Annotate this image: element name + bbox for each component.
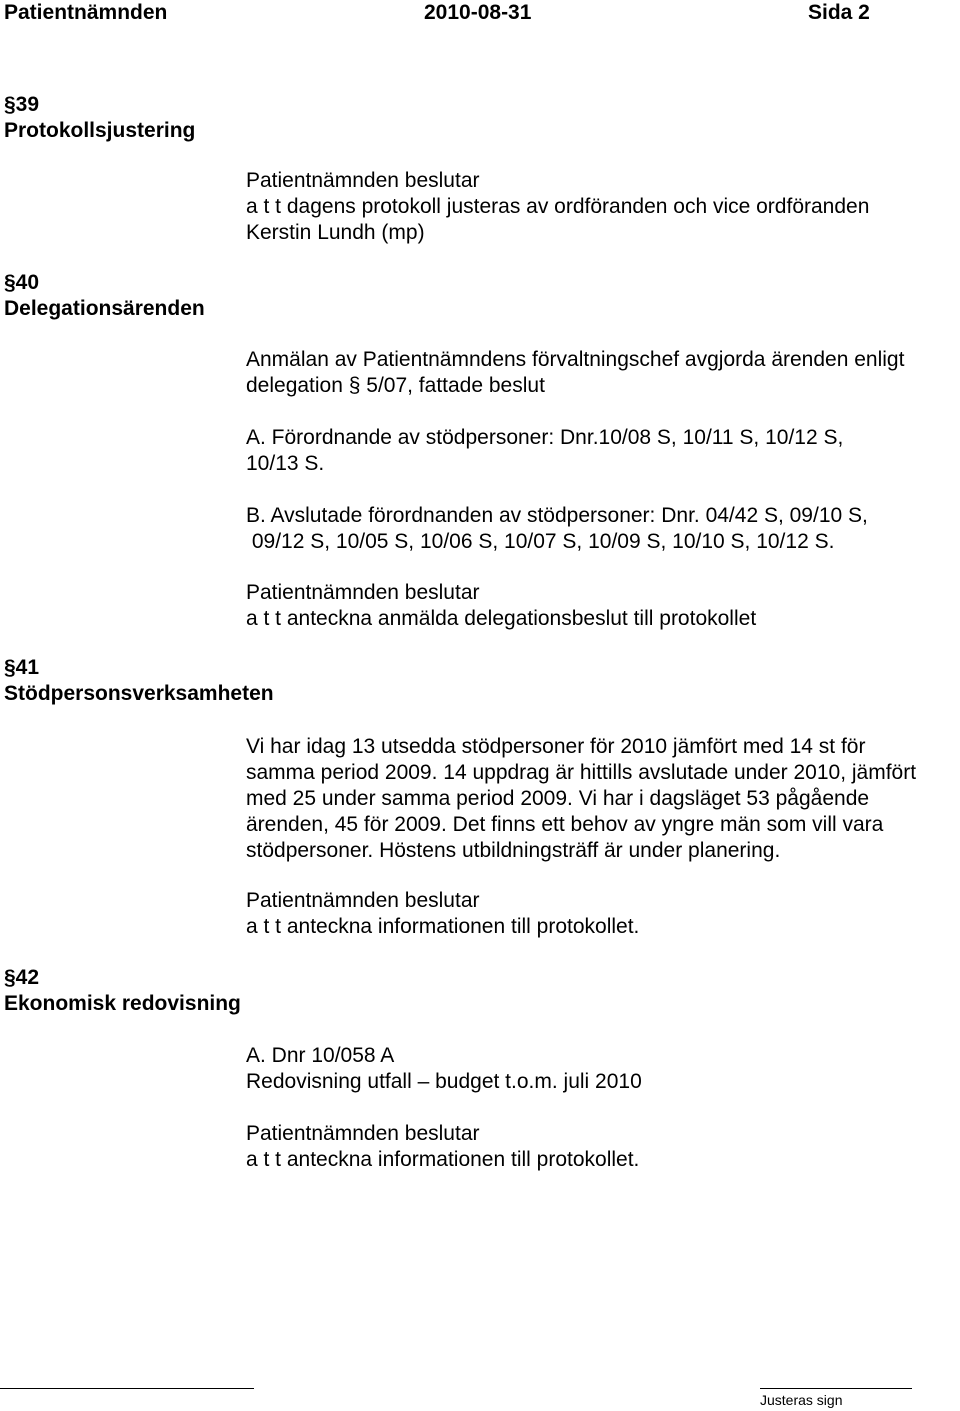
s40-decision [246,580,756,632]
s39-decision [246,168,869,246]
section-42-title: Ekonomisk redovisning [4,992,241,1015]
decision-heading: Patientnämnden beslutar [246,1122,480,1145]
paragraph-line: stödpersoner. Höstens utbildningsträff är under planering. [246,839,781,862]
s40-item-a [246,425,843,477]
paragraph-line: 10/13 S. [246,452,325,475]
s41-body [246,734,916,864]
paragraph-line: Redovisning utfall – budget t.o.m. juli 2010 [246,1070,642,1093]
section-40-heading [4,270,205,322]
decision-heading: Patientnämnden beslutar [246,581,480,604]
section-39-number: §39 [4,93,40,116]
decision-line: a t t dagens protokoll justeras av ordföranden och vice ordföranden [246,195,870,218]
s40-item-b [246,503,868,555]
paragraph-line: 09/12 S, 10/05 S, 10/06 S, 10/07 S, 10/09 S, 10/10 S, 10/12 S. [246,530,835,553]
s41-decision [246,888,639,940]
signature-label: Justeras sign [760,1392,843,1408]
s40-intro [246,347,904,399]
section-41-number: §41 [4,656,40,679]
section-41-heading [4,655,274,707]
section-42-heading [4,965,241,1017]
paragraph-line: Vi har idag 13 utsedda stödpersoner för 2010 jämfört med 14 st för [246,735,866,758]
decision-line: Kerstin Lundh (mp) [246,221,425,244]
s42-decision [246,1121,639,1173]
header-page-number: Sida 2 [808,1,870,24]
section-40-title: Delegationsärenden [4,297,205,320]
decision-line: a t t anteckna informationen till protokollet. [246,1148,640,1171]
section-42-number: §42 [4,966,40,989]
section-39-title: Protokollsjustering [4,119,196,142]
header-title: Patientnämnden [4,1,168,24]
paragraph-line: ärenden, 45 för 2009. Det finns ett behov av yngre män som vill vara [246,813,884,836]
decision-line: a t t anteckna anmälda delegationsbeslut till protokollet [246,607,757,630]
paragraph-line: med 25 under samma period 2009. Vi har i dagsläget 53 pågående [246,787,870,810]
header-date: 2010-08-31 [424,1,532,24]
section-40-number: §40 [4,271,40,294]
decision-heading: Patientnämnden beslutar [246,169,480,192]
paragraph-line: B. Avslutade förordnanden av stödpersoner: Dnr. 04/42 S, 09/10 S, [246,504,868,527]
signature-line [760,1388,912,1389]
paragraph-line: delegation § 5/07, fattade beslut [246,374,545,397]
section-41-title: Stödpersonsverksamheten [4,682,274,705]
s42-dnr [246,1043,642,1095]
paragraph-line: A. Dnr 10/058 A [246,1044,395,1067]
decision-heading: Patientnämnden beslutar [246,889,480,912]
paragraph-line: A. Förordnande av stödpersoner: Dnr.10/08 S, 10/11 S, 10/12 S, [246,426,844,449]
paragraph-line: Anmälan av Patientnämndens förvaltningschef avgjorda ärenden enligt [246,348,905,371]
footer-rule-left [0,1388,254,1389]
paragraph-line: samma period 2009. 14 uppdrag är hittills avslutade under 2010, jämfört [246,761,917,784]
decision-line: a t t anteckna informationen till protokollet. [246,915,640,938]
section-39-heading [4,92,195,144]
